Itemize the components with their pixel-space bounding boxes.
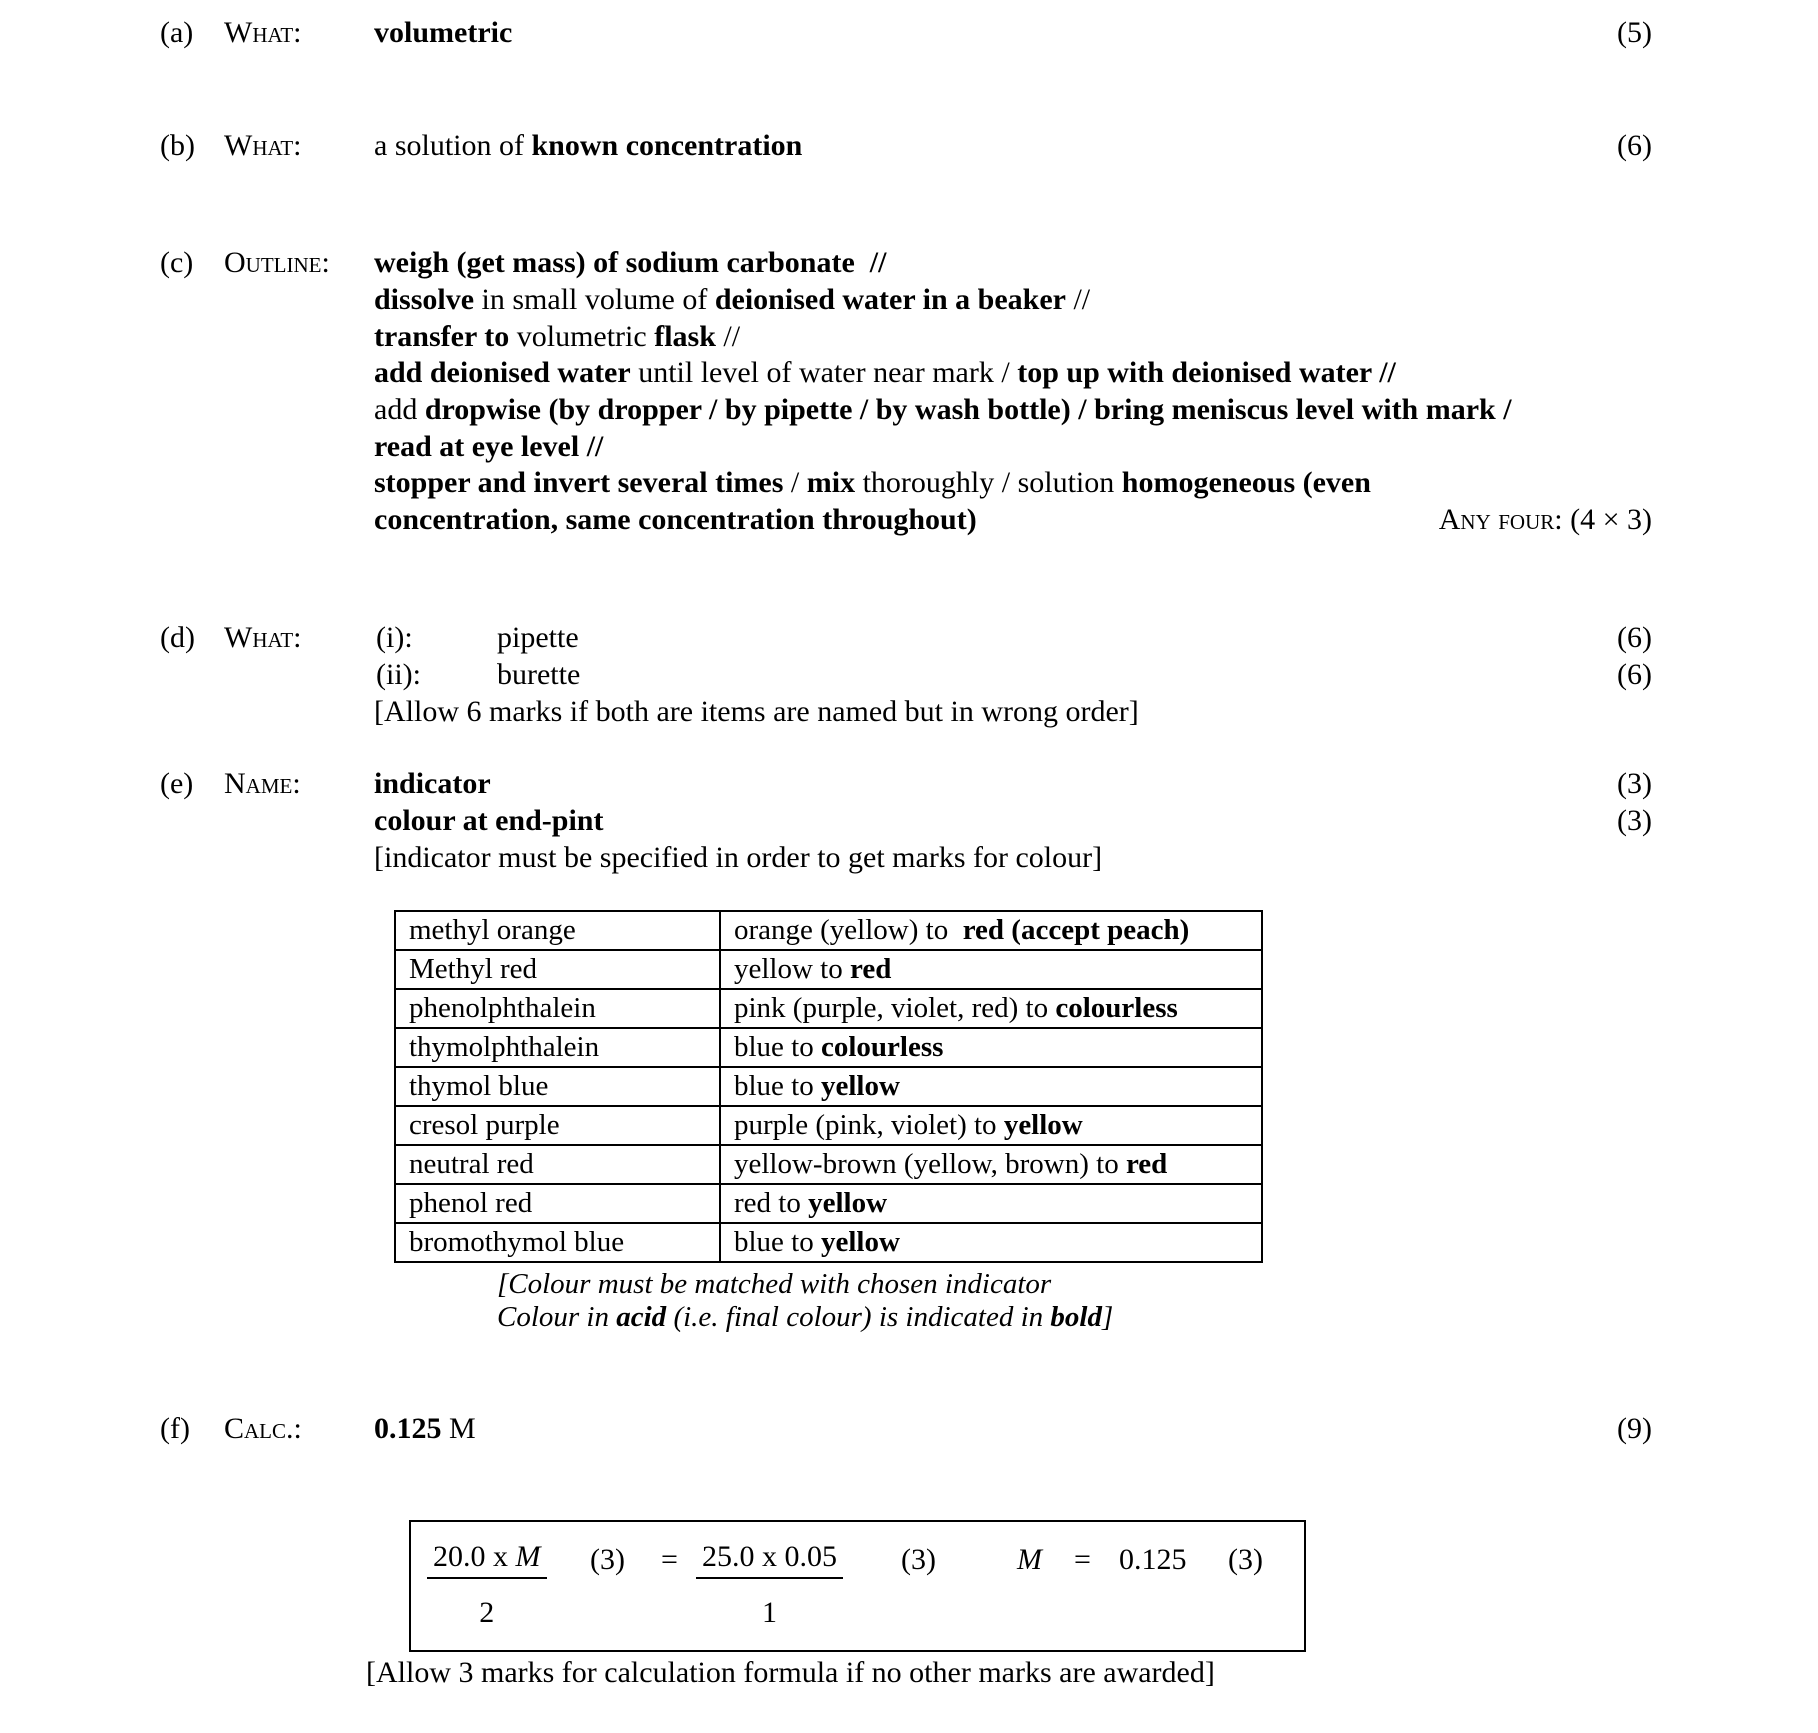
table-row <box>395 1184 1262 1223</box>
allow-note: [Allow 6 marks if both are items are named but in wrong order] <box>374 695 1139 728</box>
fraction-right <box>696 1538 843 1631</box>
calc-mark: (3) <box>590 1543 625 1576</box>
indicator-name-cell: cresol purple <box>395 1106 720 1145</box>
section-a-answer <box>374 14 512 51</box>
text-segment: yellow <box>1003 1109 1083 1141</box>
sub-item-mark: (6) <box>1617 621 1652 654</box>
outline-line <box>374 464 1371 501</box>
text-segment: (i.e. final colour) is indicated in <box>666 1301 1051 1333</box>
text-segment: bold <box>1050 1301 1102 1333</box>
text-segment: red <box>1125 1148 1168 1180</box>
fraction-left <box>427 1538 547 1631</box>
table-row <box>395 1067 1262 1106</box>
table-note <box>497 1299 1113 1336</box>
any-four-note <box>1439 501 1652 538</box>
text-segment: add <box>374 393 425 426</box>
section-f-label: (f) <box>160 1412 190 1445</box>
text-segment: in small volume of <box>474 283 715 316</box>
table-row <box>395 1223 1262 1262</box>
colour-change-cell <box>720 1145 1262 1184</box>
text-segment: deionised water in a beaker <box>714 283 1066 316</box>
text-segment: // <box>1065 283 1091 316</box>
table-row <box>395 911 1262 950</box>
text-segment: purple (pink, violet) to <box>734 1109 1004 1141</box>
colour-change-cell <box>720 989 1262 1028</box>
indicator-name-cell: phenolphthalein <box>395 989 720 1028</box>
text-segment: colourless <box>821 1031 944 1063</box>
sub-item-mark: (6) <box>1617 658 1652 691</box>
text-segment: [Colour must be matched with chosen indicator <box>497 1268 1052 1300</box>
result-value: 0.125 <box>1119 1543 1187 1576</box>
text-segment: weigh (get mass) of sodium carbonate // <box>374 246 887 279</box>
text-segment: Colour in <box>497 1301 617 1333</box>
equals-sign: = <box>1074 1543 1091 1576</box>
colour-change-cell <box>720 1067 1262 1106</box>
colour-change-cell <box>720 1106 1262 1145</box>
text-segment: dissolve <box>374 283 475 316</box>
result-variable: M <box>1017 1543 1042 1576</box>
indicator-table <box>394 910 1263 1263</box>
colour-change-cell <box>720 1184 1262 1223</box>
table-row <box>395 950 1262 989</box>
table-row <box>395 1145 1262 1184</box>
text-segment: / <box>783 466 807 499</box>
sub-item-number: (ii): <box>376 658 421 691</box>
section-f-mark: (9) <box>1617 1412 1652 1445</box>
text-segment: acid <box>616 1301 667 1333</box>
indicator-name-cell: thymolphthalein <box>395 1028 720 1067</box>
sub-item-number: (i): <box>376 621 413 654</box>
section-c-label: (c) <box>160 246 194 279</box>
text-segment: blue to <box>734 1031 821 1063</box>
text-segment: stopper and invert several times <box>374 466 784 499</box>
section-a-mark: (5) <box>1617 16 1652 49</box>
any-four-mark: (4 × 3) <box>1562 503 1652 536</box>
section-c-tag: Outline: <box>224 246 330 279</box>
calc-note: [Allow 3 marks for calculation formula if no other marks are awarded] <box>366 1656 1215 1689</box>
text-segment: yellow <box>821 1070 900 1102</box>
text-segment: transfer to <box>374 320 510 353</box>
section-f-tag: Calc.: <box>224 1412 302 1445</box>
section-b-mark: (6) <box>1617 129 1652 162</box>
table-row <box>395 1028 1262 1067</box>
text-segment: M <box>441 1412 476 1445</box>
answer-text: colour at end-pint <box>374 804 604 837</box>
indicator-name-cell: phenol red <box>395 1184 720 1223</box>
section-e-tag: Name: <box>224 767 301 800</box>
outline-line <box>374 244 886 281</box>
allow-note: [indicator must be specified in order to get marks for colour] <box>374 841 1103 874</box>
text-segment: 20.0 x <box>433 1540 516 1573</box>
text-segment: top up with deionised water // <box>1017 356 1396 389</box>
fraction-numerator <box>696 1539 843 1579</box>
text-segment: known concentration <box>531 129 803 162</box>
text-segment: yellow to <box>734 953 850 985</box>
text-segment: yellow-brown (yellow, brown) to <box>734 1148 1126 1180</box>
indicator-name-cell: bromothymol blue <box>395 1223 720 1262</box>
outline-line <box>374 391 1512 428</box>
sub-item-answer: pipette <box>497 621 579 654</box>
table-row <box>395 1106 1262 1145</box>
equals-sign: = <box>661 1543 678 1576</box>
colour-change-cell <box>720 950 1262 989</box>
text-segment: add deionised water <box>374 356 631 389</box>
section-e-label: (e) <box>160 767 194 800</box>
text-segment: red (accept peach) <box>962 914 1190 946</box>
fraction-denominator: 2 <box>479 1596 495 1629</box>
fraction-denominator: 1 <box>762 1596 777 1629</box>
text-segment: orange (yellow) to <box>734 914 963 946</box>
text-segment: blue to <box>734 1070 821 1102</box>
calc-box <box>409 1520 1306 1652</box>
section-d-label: (d) <box>160 621 195 654</box>
text-segment: homogeneous (even <box>1121 466 1371 499</box>
text-segment: thoroughly / solution <box>855 466 1122 499</box>
outline-line <box>374 354 1396 391</box>
section-d-tag: What: <box>224 621 302 654</box>
text-segment: M <box>515 1540 541 1573</box>
text-segment: dropwise (by dropper / by pipette / by wash bottle) / bring meniscus level with mark / <box>424 393 1512 426</box>
text-segment: mix <box>806 466 856 499</box>
sub-item-answer: burette <box>497 658 581 691</box>
indicator-name-cell: Methyl red <box>395 950 720 989</box>
calc-mark: (3) <box>901 1543 936 1576</box>
text-segment: until level of water near mark / <box>630 356 1018 389</box>
text-segment: a solution of <box>374 129 532 162</box>
text-segment: 0.125 <box>374 1412 442 1445</box>
outline-line <box>374 501 977 538</box>
text-segment: red to <box>734 1187 809 1219</box>
colour-change-cell <box>720 1028 1262 1067</box>
outline-line <box>374 281 1090 318</box>
text-segment: volumetric <box>374 16 513 49</box>
text-segment: volumetric <box>509 320 655 353</box>
answer-text: indicator <box>374 767 491 800</box>
text-segment: blue to <box>734 1226 821 1258</box>
text-segment: ] <box>1101 1301 1114 1333</box>
text-segment: flask <box>654 320 716 353</box>
text-segment: colourless <box>1055 992 1178 1024</box>
indicator-name-cell: methyl orange <box>395 911 720 950</box>
text-segment: 25.0 x 0.05 <box>702 1540 837 1573</box>
text-segment: // <box>715 320 741 353</box>
outline-line <box>374 428 603 465</box>
text-segment: red <box>850 953 892 985</box>
outline-line <box>374 318 740 355</box>
section-b-label: (b) <box>160 129 195 162</box>
text-segment: yellow <box>821 1226 900 1258</box>
section-a-tag: What: <box>224 16 302 49</box>
text-segment: concentration, same concentration throughout) <box>374 503 977 536</box>
section-b-answer <box>374 127 802 164</box>
any-four-label: Any four: <box>1438 503 1563 536</box>
indicator-name-cell: thymol blue <box>395 1067 720 1106</box>
text-segment: pink (purple, violet, red) to <box>734 992 1056 1024</box>
text-segment: yellow <box>808 1187 888 1219</box>
calc-mark: (3) <box>1228 1543 1263 1576</box>
answer-mark: (3) <box>1617 767 1652 800</box>
fraction-numerator <box>427 1539 547 1579</box>
indicator-name-cell: neutral red <box>395 1145 720 1184</box>
colour-change-cell <box>720 1223 1262 1262</box>
section-a-label: (a) <box>160 16 194 49</box>
text-segment: read at eye level // <box>374 430 604 463</box>
table-row <box>395 989 1262 1028</box>
section-f-answer <box>374 1410 476 1447</box>
table-note <box>497 1266 1051 1303</box>
colour-change-cell <box>720 911 1262 950</box>
section-b-tag: What: <box>224 129 302 162</box>
answer-mark: (3) <box>1617 804 1652 837</box>
